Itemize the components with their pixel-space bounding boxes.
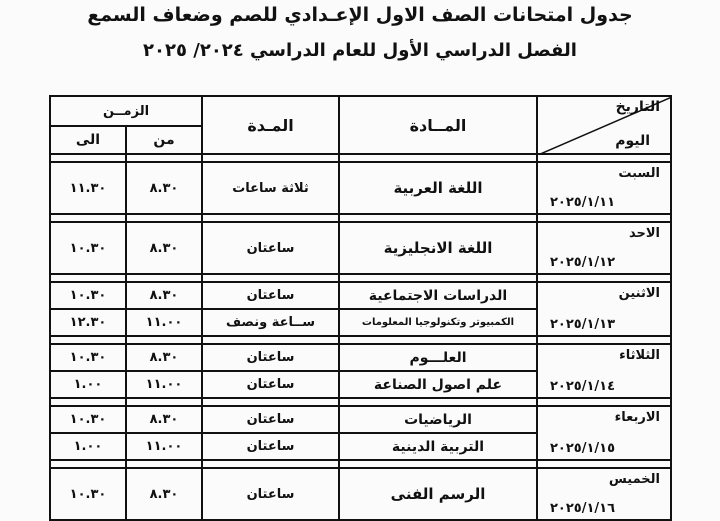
day-name: الثلاثاء bbox=[619, 348, 660, 363]
day-date: ٢٠٢٥/١/١٢ bbox=[550, 255, 616, 270]
table-row bbox=[50, 468, 671, 520]
day-name: السبت bbox=[618, 166, 660, 181]
time-from-cell: ١١.٠٠ bbox=[126, 371, 202, 398]
duration-cell: ساعتان bbox=[202, 344, 339, 371]
spacer-cell bbox=[339, 274, 537, 282]
day-date: ٢٠٢٥/١/١٣ bbox=[550, 317, 616, 332]
header-date-day bbox=[537, 96, 671, 154]
day-name: الاحد bbox=[628, 226, 660, 241]
spacer-cell bbox=[50, 398, 126, 406]
subject-cell: الدراسات الاجتماعية bbox=[339, 282, 537, 309]
exam-schedule-table bbox=[49, 95, 672, 521]
duration-cell: ساعتان bbox=[202, 406, 339, 433]
spacer-cell bbox=[50, 460, 126, 468]
header-time: الزمــن bbox=[50, 96, 202, 126]
header-date: التاريخ bbox=[615, 99, 660, 115]
subject-cell: العلـــوم bbox=[339, 344, 537, 371]
spacer-cell bbox=[537, 274, 671, 282]
spacer-cell bbox=[126, 214, 202, 222]
time-from-cell: ٨.٣٠ bbox=[126, 282, 202, 309]
day-cell bbox=[537, 344, 671, 398]
spacer-cell bbox=[537, 154, 671, 162]
spacer-cell bbox=[50, 154, 126, 162]
day-date: ٢٠٢٥/١/١٦ bbox=[550, 501, 616, 516]
spacer-cell bbox=[339, 460, 537, 468]
subject-cell: علم اصول الصناعة bbox=[339, 371, 537, 398]
duration-cell: ساعتان bbox=[202, 222, 339, 274]
time-from-cell: ١١.٠٠ bbox=[126, 433, 202, 460]
day-cell bbox=[537, 162, 671, 214]
spacer-cell bbox=[202, 214, 339, 222]
spacer-cell bbox=[339, 214, 537, 222]
spacer-cell bbox=[126, 460, 202, 468]
subject-cell: الرياضيات bbox=[339, 406, 537, 433]
page-subtitle: الفصل الدراسي الأول للعام الدراسي ٢٠٢٤/ ٢٠٢٥ bbox=[143, 40, 577, 61]
table-row bbox=[50, 344, 671, 371]
spacer-cell bbox=[50, 274, 126, 282]
spacer-cell bbox=[202, 460, 339, 468]
subject-cell: التربية الدينية bbox=[339, 433, 537, 460]
day-date: ٢٠٢٥/١/١١ bbox=[550, 195, 616, 210]
row-spacer bbox=[50, 336, 671, 344]
spacer-cell bbox=[537, 214, 671, 222]
time-to-cell: ١٠.٣٠ bbox=[50, 406, 126, 433]
time-to-cell: ١٠.٣٠ bbox=[50, 222, 126, 274]
row-spacer bbox=[50, 398, 671, 406]
spacer-cell bbox=[50, 214, 126, 222]
day-date: ٢٠٢٥/١/١٥ bbox=[550, 441, 616, 456]
time-to-cell: ١٠.٣٠ bbox=[50, 344, 126, 371]
duration-cell: ساعتان bbox=[202, 282, 339, 309]
spacer-cell bbox=[202, 274, 339, 282]
subject-cell: الرسم الفنى bbox=[339, 468, 537, 520]
time-to-cell: ١٠.٣٠ bbox=[50, 282, 126, 309]
day-date: ٢٠٢٥/١/١٤ bbox=[550, 379, 616, 394]
day-name: الاثنين bbox=[618, 286, 660, 301]
row-spacer bbox=[50, 154, 671, 162]
spacer-cell bbox=[126, 398, 202, 406]
spacer-cell bbox=[339, 398, 537, 406]
time-to-cell: ١١.٣٠ bbox=[50, 162, 126, 214]
day-cell bbox=[537, 406, 671, 460]
subject-cell: الكمبيوتر وتكنولوجيا المعلومات bbox=[339, 309, 537, 336]
header-subject: المــادة bbox=[339, 96, 537, 154]
table-row bbox=[50, 222, 671, 274]
spacer-cell bbox=[126, 154, 202, 162]
spacer-cell bbox=[202, 154, 339, 162]
time-from-cell: ٨.٣٠ bbox=[126, 344, 202, 371]
spacer-cell bbox=[126, 274, 202, 282]
table-row bbox=[50, 282, 671, 309]
row-spacer bbox=[50, 214, 671, 222]
time-from-cell: ٨.٣٠ bbox=[126, 406, 202, 433]
spacer-cell bbox=[339, 336, 537, 344]
spacer-cell bbox=[537, 460, 671, 468]
header-from: من bbox=[126, 126, 202, 154]
time-from-cell: ٨.٣٠ bbox=[126, 162, 202, 214]
subject-cell: اللغة الانجليزية bbox=[339, 222, 537, 274]
header-day: اليوم bbox=[615, 133, 650, 149]
subject-cell: اللغة العربية bbox=[339, 162, 537, 214]
spacer-cell bbox=[126, 336, 202, 344]
duration-cell: ســاعة ونصف bbox=[202, 309, 339, 336]
header-to: الى bbox=[50, 126, 126, 154]
time-from-cell: ٨.٣٠ bbox=[126, 222, 202, 274]
time-to-cell: ١.٠٠ bbox=[50, 433, 126, 460]
spacer-cell bbox=[202, 336, 339, 344]
duration-cell: ساعتان bbox=[202, 468, 339, 520]
day-cell bbox=[537, 282, 671, 336]
time-from-cell: ٨.٣٠ bbox=[126, 468, 202, 520]
day-name: الخميس bbox=[608, 472, 660, 487]
page-title: جدول امتحانات الصف الاول الإعـدادي للصم وضعاف السمع bbox=[87, 4, 633, 26]
row-spacer bbox=[50, 274, 671, 282]
day-cell bbox=[537, 468, 671, 520]
time-to-cell: ١.٠٠ bbox=[50, 371, 126, 398]
table-row bbox=[50, 162, 671, 214]
header-duration: المـدة bbox=[202, 96, 339, 154]
duration-cell: ساعتان bbox=[202, 433, 339, 460]
spacer-cell bbox=[202, 398, 339, 406]
spacer-cell bbox=[339, 154, 537, 162]
time-from-cell: ١١.٠٠ bbox=[126, 309, 202, 336]
duration-cell: ساعتان bbox=[202, 371, 339, 398]
time-to-cell: ١٢.٣٠ bbox=[50, 309, 126, 336]
spacer-cell bbox=[50, 336, 126, 344]
time-to-cell: ١٠.٣٠ bbox=[50, 468, 126, 520]
day-name: الاربعاء bbox=[614, 410, 660, 425]
table-row bbox=[50, 406, 671, 433]
spacer-cell bbox=[537, 398, 671, 406]
day-cell bbox=[537, 222, 671, 274]
spacer-cell bbox=[537, 336, 671, 344]
row-spacer bbox=[50, 460, 671, 468]
duration-cell: ثلاثة ساعات bbox=[202, 162, 339, 214]
